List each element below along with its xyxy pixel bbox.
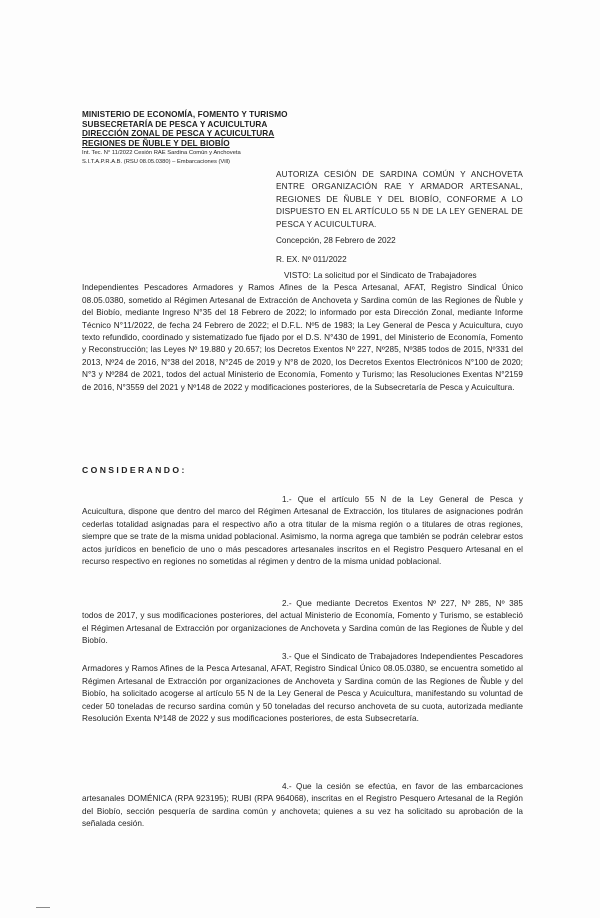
considerando-text: 2.- Que mediante Decretos Exentos Nº 227, Nº 285, Nº 385 todos de 2017, y sus modificaciones posteriores, del actual Ministerio de Economía, Fomento y Turismo, se estableció el Régimen Artesanal de Extracción por organizaciones de Anchoveta y Sardina común de las Regiones de Ñuble y del Biobío.	[82, 599, 523, 646]
reference-line-1: Int. Tec. N° 11/2022 Cesión RAE Sardina Común y Anchoveta	[82, 150, 241, 157]
letterhead	[82, 110, 312, 166]
considerando-text: 1.- Que el artículo 55 N de la Ley General de Pesca y Acuicultura, dispone que dentro del marco del Régimen Artesanal de Extracción, los titulares de asignaciones podrán cederlas totalidad asignadas para el respectivo año a otra titular de la misma región o a titulares de otras regiones, siempre que se trate de la misma unidad poblacional. Asimismo, la norma agrega que también se podrán celebrar estos actos jurídicos en beneficio de uno o más pescadores artesanales inscritos en el Registro Pesquero Artesanal en el recurso respectivo en regiones no sometidas al régimen y dentro de la misma unidad poblacional.	[82, 495, 523, 567]
considerando-item	[82, 598, 523, 648]
subsecretaria-name: SUBSECRETARÍA DE PESCA Y ACUICULTURA	[82, 119, 268, 129]
direccion-name: DIRECCIÓN ZONAL DE PESCA Y ACUICULTURA	[82, 129, 275, 139]
visto-body: Independientes Pescadores Armadores y Ramos Afines de la Pesca Artesanal, AFAT, Registro Sindical Único 08.05.0380, sometido al Régimen Artesanal de Extracción de Anchoveta y Sardina común de las Regiones de Ñuble y del Biobío, mediante Ingreso N°35 del 18 Febrero de 2022; lo informado por esta Dirección Zonal, mediante Informe Técnico N°11/2022, de fecha 24 Febrero de 2022; el D.F.L. Nº5 de 1983; la Ley General de Pesca y Acuicultura, cuyo texto refundido, coordinado y sistematizado fue fijado por el D.S. N°430 de 1991, del Ministerio de Economía, Fomento y Reconstrucción; las Leyes Nº 19.880 y 20.657; los Decretos Exentos Nº 227, Nº285, Nº385 todos de 2015, Nº331 del 2013, Nº24 de 2016, N°38 del 2018, N°245 de 2019 y N°8 de 2020, los Decretos Exentos Electrónicos N°100 de 2020; N°3 y Nº284 de 2021, todos del actual Ministerio de Economía, Fomento y Turismo; las Resoluciones Exentas N°2159 de 2016, N°3559 del 2021 y Nº148 de 2022 y modificaciones posteriores, de la Subsecretaría de Pesca y Acuicultura.	[82, 283, 523, 392]
regiones-name: REGIONES DE ÑUBLE Y DEL BIOBÍO	[82, 138, 230, 148]
reference-line-2: S.I.T.A.P.R.A.B. (RSU 08.05.0380) – Embarcaciones (Vill)	[82, 159, 230, 166]
considerando-item	[82, 651, 523, 725]
visto-lead: VISTO: La solicitud por el Sindicato de Trabajadores	[284, 271, 477, 280]
resolution-subject: AUTORIZA CESIÓN DE SARDINA COMÚN Y ANCHOVETA ENTRE ORGANIZACIÓN RAE Y ARMADOR ARTESANAL, REGIONES DE ÑUBLE Y DEL BIOBÍO, CONFORME A LO DISPUESTO EN EL ARTÍCULO 55 N DE LA LEY GENERAL DE PESCA Y ACUICULTURA.	[276, 170, 523, 229]
place-date: Concepción, 28 Febrero de 2022	[276, 236, 396, 245]
resolution-number: R. EX. Nº 011/2022	[276, 255, 347, 264]
page-footer-mark	[36, 901, 50, 908]
considerando-text: 3.- Que el Sindicato de Trabajadores Independientes Pescadores Armadores y Ramos Afines de la Pesca Artesanal, AFAT, Registro Sindical Único 08.05.0380, se encuentra sometido al Régimen Artesanal de Extracción por organizaciones de Anchoveta y Sardina común de las Regiones de Ñuble y del Biobío, ha solicitado acogerse al artículo 55 N de la Ley General de Pesca y Acuicultura, manifestando su voluntad de ceder 50 toneladas de recurso sardina común y 50 toneladas del recurso anchoveta de su cuota, autorizada mediante Resolución Exenta Nº148 de 2022 y sus modificaciones posteriores, de esta Subsecretaría.	[82, 652, 523, 724]
ministry-name: MINISTERIO DE ECONOMÍA, FOMENTO Y TURISMO	[82, 110, 288, 119]
considerando-item	[82, 781, 523, 831]
considerando-text: 4.- Que la cesión se efectúa, en favor de las embarcaciones artesanales DOMÉNICA (RPA 923195); RUBI (RPA 964068), inscritas en el Registro Pesquero Artesanal de la Región del Biobío, sección pesquería de sardina común y anchoveta; quienes a su vez ha solicitado su aprobación de la señalada cesión.	[82, 782, 523, 829]
considerando-heading: CONSIDERANDO:	[82, 465, 187, 475]
considerando-item	[82, 494, 523, 568]
visto-section	[82, 270, 523, 394]
